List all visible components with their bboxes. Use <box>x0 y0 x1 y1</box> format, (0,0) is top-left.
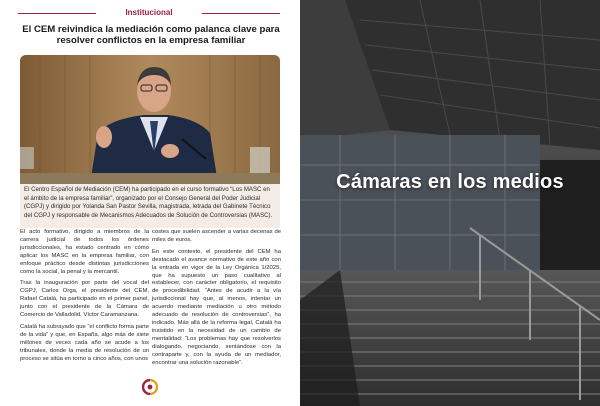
article-headline: El CEM reivindica la mediación como palanca clave para resolver conflictos en la empresa familiar <box>22 24 280 46</box>
right-page <box>300 0 600 406</box>
article-column-2 <box>152 229 281 371</box>
photo-caption: El Centro Español de Mediación (CEM) ha participado en el curso formativo “Los MASC en el ámbito de la empresa familiar”, organizado por el Consejo General del Poder Judicial (CGPJ) y dirigido por Yolanda San Pastor Sevilla, magistrada, letrada del Gabinete Técnico del CGPJ y responsable de Mecanismos Adecuados de Solución de Controversias (MASC). <box>20 184 280 228</box>
speaker-photo-illustration <box>20 55 280 184</box>
architecture-photo <box>300 0 600 406</box>
section-label: Institucional <box>125 8 173 17</box>
paragraph: En este contexto, el presidente del CEM ha destacado el avance normativo de este año con la entrada en vigor de la Ley Orgánica 1/2025, que ha supuesto un paso cualitativo al establecer, con carácter obligatorio, el requisito de procedibilidad. “Antes de acudir a la vía jurisdiccional hay que, al menos, intentar un acuerdo mediante mediación u otro método adecuado de resolución de controversias”, ha indicado. Más allá de la reforma legal, Catalá ha insistido en la necesidad de un cambio de mentalidad: “Los problemas hay que resolverlos dialogando, negociando, sentándose con la contraparte y, con la ayuda de un mediador, encontrar una solución razonable”. <box>152 248 281 366</box>
paragraph: Catalá ha subrayado que “el conflicto forma parte de la vida” y que, en España, algo más de siete millones de veces cada año se acude a los tribunales, donde la media de resolución de un proceso se sitúa en torno a cinco años, con unos <box>20 323 150 362</box>
paragraph: El acto formativo, dirigido a miembros de la carrera judicial de todos los órdenes jurisdiccionales, ha estado centrado en cómo aplicar los MASC en la empresa familiar, con enfoque práctico desde distintas jurisdicciones como la social, la penal y la mercantil. <box>20 229 149 275</box>
article-column-1 <box>20 229 149 368</box>
paragraph: Tras la inauguración por parte del vocal del CGPJ, Carlos Orga, el presidente del CEM, Rafael Catalá, ha participado en el primer panel, junto con el presidente de la Cámara de Comercio de Valladolid, Víctor Caramanzana. <box>20 280 149 319</box>
paragraph: costes que suelen ascender a varias decenas de miles de euros. <box>152 229 281 243</box>
section-title: Cámaras en los medios <box>336 171 564 193</box>
camara-logo-icon <box>142 379 158 395</box>
section-rule-right <box>202 13 280 14</box>
article-photo <box>20 55 280 184</box>
section-header <box>18 7 280 19</box>
